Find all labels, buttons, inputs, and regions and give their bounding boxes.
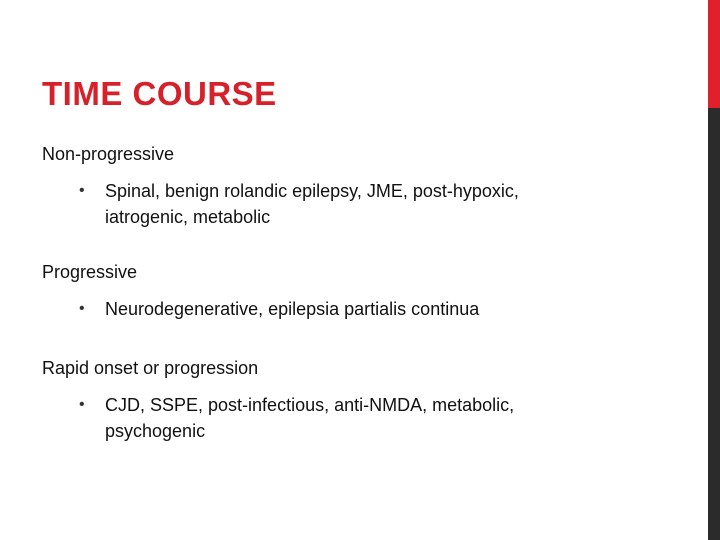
bullet-text: Spinal, benign rolandic epilepsy, JME, post-hypoxic, iatrogenic, metabolic	[105, 181, 519, 227]
section-rapid-onset	[42, 356, 642, 444]
section-heading: Progressive	[42, 262, 138, 282]
side-accent	[708, 0, 720, 108]
bullet-item	[79, 178, 595, 230]
bullet-dot: •	[79, 396, 85, 413]
slide-content	[42, 142, 642, 460]
slide-title: TIME COURSE	[42, 75, 277, 112]
bullet-dot: •	[79, 300, 85, 317]
section-progressive	[42, 260, 642, 322]
section-non-progressive	[42, 142, 642, 230]
section-heading: Non-progressive	[42, 144, 175, 164]
bullet-item	[79, 296, 595, 322]
bullet-text: CJD, SSPE, post-infectious, anti-NMDA, metabolic, psychogenic	[105, 395, 515, 441]
bullet-item	[79, 392, 595, 444]
bullet-dot: •	[79, 182, 85, 199]
section-heading: Rapid onset or progression	[42, 358, 259, 378]
bullet-text: Neurodegenerative, epilepsia partialis continua	[105, 299, 480, 319]
